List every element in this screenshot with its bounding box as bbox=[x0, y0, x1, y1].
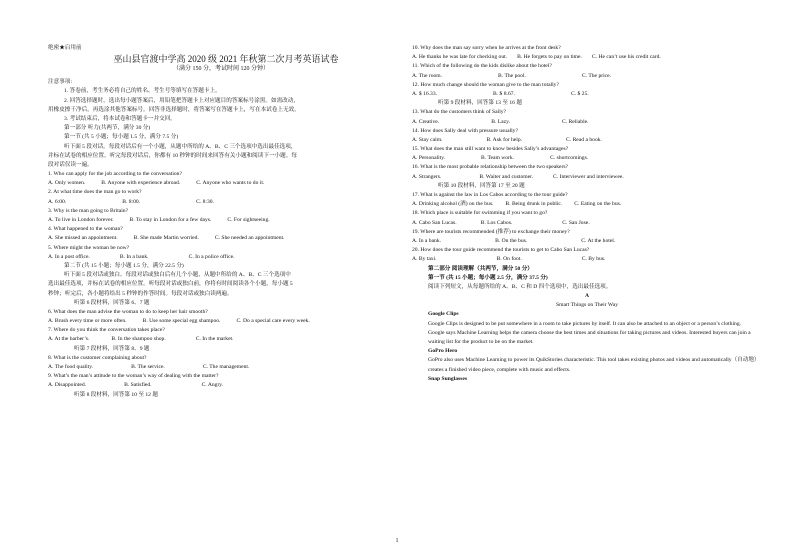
part1-section2-instr: 听下面 5 段对话或独白。每段对话或独白后有几个小题，从题中所给的 A、B、C 三个选项中 bbox=[64, 272, 291, 279]
option-c: C. She needed an appointment. bbox=[214, 235, 285, 242]
question-options bbox=[412, 255, 762, 264]
question-options bbox=[412, 219, 762, 228]
question-text: 12. How much change should the woman give to the man totally? bbox=[412, 81, 559, 88]
question-block bbox=[412, 163, 762, 181]
option-a: A. By taxi. bbox=[412, 256, 437, 263]
notes-item: 用橡皮擦干净后，再选涂其他答案标号。回答非选择题时，将答案写在答题卡上，写在本试卷上无效。 bbox=[48, 106, 300, 113]
option-b: B. Ask for help. bbox=[486, 136, 523, 143]
option-a: A. Drinking alcohol (酒) on the bus. bbox=[412, 201, 494, 208]
question-text: 17. What is against the law in Los Cabos according to the tour guide? bbox=[412, 192, 568, 198]
product-name: Google Clips bbox=[428, 311, 459, 318]
question-text: 13. What do the customers think of Sally? bbox=[412, 109, 507, 116]
option-a: A. At the barber’s. bbox=[48, 336, 90, 343]
question-text: 3. Why is the man going to Britain? bbox=[48, 207, 129, 214]
question-text: 16. What is the most probable relationship between the two speakers? bbox=[412, 164, 569, 171]
question-options bbox=[412, 90, 762, 99]
question-text: 6. What does the man advise the woman to do to keep her hair smooth? bbox=[48, 308, 208, 315]
notes-item: 2. 回答选择题时，选出每小题答案后，用铅笔把答题卡上对应题目的答案标号涂黑。如需改动， bbox=[64, 97, 299, 104]
option-c: C. Read a book. bbox=[566, 136, 602, 143]
question-text: 14. How does Sally deal with pressure usually? bbox=[412, 127, 518, 134]
option-a: A. Creative. bbox=[412, 118, 440, 125]
option-b: B. Use some special egg shampoo. bbox=[142, 318, 221, 325]
option-b: B. The service. bbox=[131, 364, 165, 370]
option-a: A. In a bank. bbox=[412, 237, 442, 244]
option-c: C. Anyone who wants to do it. bbox=[196, 180, 265, 187]
right-column bbox=[412, 44, 762, 384]
question-options bbox=[48, 317, 394, 326]
option-c: C. In the market. bbox=[195, 336, 234, 343]
option-b: B. Team work. bbox=[481, 155, 515, 162]
option-b: B. 8:00. bbox=[122, 198, 141, 205]
question-text: 7. Where do you think the conversation takes place? bbox=[48, 327, 165, 334]
question-block bbox=[48, 354, 394, 372]
question-block bbox=[48, 225, 394, 243]
question-options bbox=[412, 136, 762, 145]
option-c: C. The management. bbox=[202, 364, 250, 370]
option-c: C. 8:30. bbox=[196, 198, 214, 205]
option-a: A. Strangers. bbox=[412, 173, 442, 180]
group-label: 听第 9 段材料，回答第 13 至 16 题 bbox=[438, 100, 522, 107]
option-c: C. In a police office. bbox=[188, 253, 235, 260]
question-text: 11. Which of the following do the kids dislike about the hotel? bbox=[412, 63, 552, 70]
option-b: B. Waiter and customer. bbox=[479, 173, 534, 180]
question-block bbox=[48, 207, 394, 225]
question-block bbox=[48, 372, 394, 390]
option-a: A. She missed an appointment. bbox=[48, 235, 118, 242]
product-paragraph: GoPro also uses Machine Learning to power its QuikStories characteristic. This tool takes existing photos and videos and automatically（自动地）creates a finished video piece, complete with music and effects. bbox=[428, 357, 760, 373]
option-c: C. Eating on the bus. bbox=[574, 201, 622, 208]
option-a: A. Stay calm. bbox=[412, 136, 443, 143]
secret-label: 绝密★启用前 bbox=[48, 45, 82, 51]
option-b: B. Anyone with experience abroad. bbox=[101, 180, 181, 187]
question-text: 5. Where might the woman be now? bbox=[48, 244, 130, 251]
question-block bbox=[48, 170, 394, 188]
question-options bbox=[412, 237, 762, 246]
part1-title: 第一部分 听力(共两节，满分 30 分) bbox=[64, 125, 151, 132]
part2-section1-title: 第一节 (共 15 小题；每小题 2.5 分，满分 37.5 分) bbox=[428, 274, 548, 281]
option-a: A. Only women. bbox=[48, 180, 86, 187]
question-block bbox=[48, 188, 394, 206]
passage-letter: A bbox=[584, 293, 590, 300]
option-b: B. The pool. bbox=[498, 72, 526, 79]
option-b: B. On the bus. bbox=[495, 237, 528, 244]
part2-title: 第二部分 阅读理解（共两节，满分 50 分） bbox=[428, 265, 533, 272]
option-a: A. The room. bbox=[412, 72, 443, 79]
question-text: 20. How does the tour guide recommend the tourists to get to Cabo San Lucas? bbox=[412, 247, 590, 254]
option-c: C. Interviewer and interviewee. bbox=[553, 173, 624, 180]
group-label: 听第 10 段材料，回答第 17 至 20 题 bbox=[438, 182, 525, 189]
option-b: B. To stay in London for a few days. bbox=[129, 217, 212, 223]
question-options bbox=[412, 200, 762, 209]
question-block bbox=[412, 44, 762, 62]
question-options bbox=[48, 234, 394, 243]
question-text: 15. What does the man still want to know besides Sally’s advantages? bbox=[412, 146, 569, 153]
notes-heading: 注意事项： bbox=[48, 79, 76, 86]
question-block bbox=[412, 108, 762, 126]
option-a: A. The food quality. bbox=[48, 364, 94, 370]
question-options bbox=[48, 363, 394, 372]
product-name: Snap Sunglasses bbox=[428, 375, 468, 382]
passage-title: Smart Things on Their Way bbox=[555, 302, 618, 309]
part1-section2-title: 第二节 (共 15 小题；每小题 1.5 分，满分 22.5 分) bbox=[64, 262, 184, 269]
part1-section1-instr: 段对话仅读一遍。 bbox=[48, 161, 93, 168]
option-a: A. 6:00. bbox=[48, 198, 67, 205]
question-text: 2. At what time does the man go to work? bbox=[48, 189, 142, 196]
option-c: C. shortcomings. bbox=[550, 155, 589, 162]
question-text: 9. What’s the man’s attitude to the woman’s way of dealing with the matter? bbox=[48, 373, 219, 380]
group-label: 听第 7 段材料，回答第 8、9 题 bbox=[74, 345, 150, 352]
option-b: B. Satisfied. bbox=[124, 382, 152, 389]
option-c: C. Reliable. bbox=[561, 118, 589, 125]
notes-item: 1. 答卷前，考生务必将自己的姓名、考生号等填写在答题卡上。 bbox=[64, 88, 221, 95]
option-b: B. Los Cabos. bbox=[480, 219, 513, 226]
question-block bbox=[412, 81, 762, 99]
exam-subtitle: （满分 150 分，考试时间 120 分钟） bbox=[172, 66, 269, 73]
part1-section1-title: 第一节 (共 5 小题；每小题 1.5 分，满分 7.5 分) bbox=[64, 134, 179, 141]
question-options bbox=[48, 179, 394, 188]
option-c: C. $ 25. bbox=[570, 90, 589, 97]
option-c: C. He can’t use his credit card. bbox=[591, 54, 661, 61]
question-block bbox=[48, 326, 394, 344]
question-block bbox=[412, 191, 762, 209]
question-options bbox=[412, 53, 762, 62]
option-c: C. Angry. bbox=[201, 382, 224, 389]
question-options bbox=[48, 198, 394, 207]
question-block bbox=[412, 209, 762, 227]
option-b: B. $ 8.67. bbox=[493, 90, 515, 97]
part1-section2-instr: 秒钟；听完后，各小题将给出 5 秒钟的作答时间。每段对话或独白读两遍。 bbox=[48, 290, 233, 297]
left-column bbox=[48, 44, 394, 400]
page-number: 1 bbox=[395, 538, 399, 544]
question-options bbox=[412, 118, 762, 127]
question-block bbox=[412, 228, 762, 246]
option-a: A. In a post office. bbox=[48, 253, 90, 260]
option-b: B. Being drunk in public. bbox=[505, 201, 563, 208]
notes-item: 3. 考试结束后，将本试卷和答题卡一并交回。 bbox=[64, 115, 176, 122]
group-label: 听第 8 段材料，回答第 10 至 12 题 bbox=[74, 391, 158, 398]
question-block bbox=[412, 145, 762, 163]
question-block bbox=[48, 308, 394, 326]
question-text: 18. Which place is suitable for swimming if you want to go? bbox=[412, 210, 548, 217]
question-text: 19. Where are tourists recommended (推荐) to exchange their money? bbox=[412, 228, 570, 235]
option-b: B. In the shampoo shop. bbox=[111, 336, 166, 343]
option-a: A. He thanks he was late for checking out. bbox=[412, 54, 508, 61]
question-text: 8. What is the customer complaining about? bbox=[48, 354, 147, 361]
exam-title: 巫山县官渡中学高 2020 级 2021 年秋第二次月考英语试卷 bbox=[113, 54, 339, 65]
option-a: A. Disappointed. bbox=[48, 382, 87, 389]
option-b: B. On foot. bbox=[496, 256, 522, 263]
option-a: A. $ 16.33. bbox=[412, 90, 438, 97]
option-a: A. To live in London forever. bbox=[48, 217, 114, 223]
question-text: 1. Who can apply for the job according to the conversation? bbox=[48, 171, 182, 178]
question-block bbox=[412, 62, 762, 80]
product-name: GoPro Hero bbox=[428, 348, 458, 355]
question-options bbox=[48, 381, 394, 390]
group-label: 听第 6 段材料，回答第 6、7 题 bbox=[74, 299, 150, 306]
question-block bbox=[48, 244, 394, 262]
option-b: B. He forgets to pay on time. bbox=[517, 54, 582, 61]
part2-instructions: 阅读下列短文，从每题所给的 A、B、C 和 D 四个选项中，选出最佳选项。 bbox=[428, 283, 612, 290]
question-block bbox=[412, 127, 762, 145]
option-a: A. Brush every time or more often. bbox=[48, 318, 127, 325]
option-c: C. At the hotel. bbox=[581, 237, 616, 244]
option-c: C. For sightseeing. bbox=[227, 217, 270, 223]
part1-section2-instr: 选出最佳选项，并标在试卷的相应位置。听每段对话或独白前，你将有时间阅读各个小题，每小题 5 bbox=[48, 281, 293, 288]
option-b: B. In a bank. bbox=[119, 253, 149, 260]
question-options bbox=[48, 335, 394, 344]
question-block bbox=[412, 246, 762, 264]
option-b: B. Lazy. bbox=[491, 118, 510, 125]
part1-section1-instr: 并标在试卷的相应位置。听完每段对话后，你都有 10 秒钟的时间来回答有关小题和阅读下一小题。每 bbox=[48, 152, 297, 159]
question-options bbox=[412, 154, 762, 163]
option-b: B. She made Martin worried. bbox=[133, 235, 199, 242]
question-options bbox=[48, 253, 394, 262]
option-a: A. Cabo San Lucas. bbox=[412, 219, 457, 226]
option-c: C. By bus. bbox=[581, 256, 606, 263]
product-paragraph: Google says Machine Learning helps the camera choose the best times and situations for taking pictures and videos. Interested buyers can join a waiting list for the product to be on the market. bbox=[428, 329, 751, 346]
question-text: 10. Why does the man say sorry when he arrives at the front desk? bbox=[412, 45, 561, 51]
option-c: C. The price. bbox=[581, 72, 612, 79]
option-a: A. Personality. bbox=[412, 155, 446, 162]
option-c: C. Do a special care every week. bbox=[236, 318, 310, 325]
question-text: 4. What happened to the woman? bbox=[48, 226, 123, 233]
question-options bbox=[412, 173, 762, 182]
question-options bbox=[412, 72, 762, 81]
option-c: C. San Jose. bbox=[562, 219, 590, 226]
question-options bbox=[48, 216, 394, 225]
product-paragraph: Google Clips is designed to be put somewhere in a room to take pictures by itself. It can also be attached to an object or a person’s clothing. bbox=[428, 320, 742, 327]
part1-section1-instr: 听下面 5 段对话。每段对话后有一个小题，从题中所给的 A、B、C 三个选项中选出最佳选项， bbox=[64, 143, 297, 150]
